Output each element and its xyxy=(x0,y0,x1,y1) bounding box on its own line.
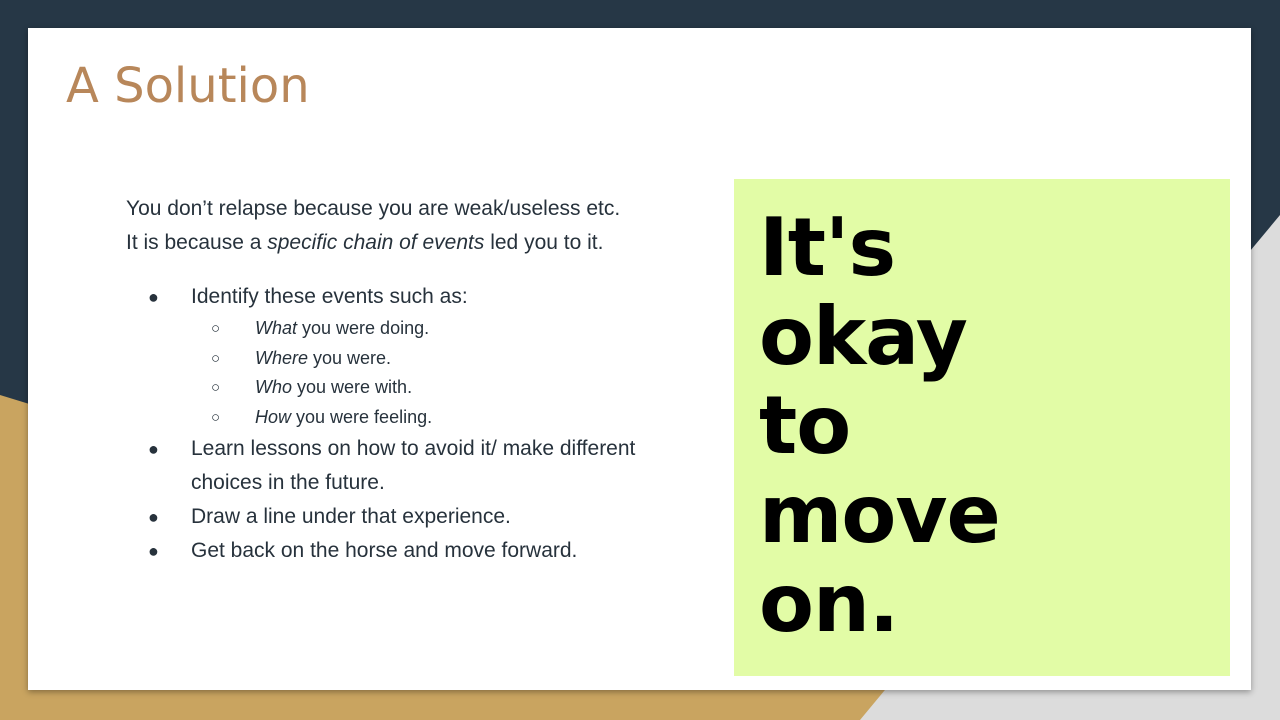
sub-item-text: you were feeling. xyxy=(291,406,433,427)
sticky-line: to xyxy=(759,379,851,472)
sub-list-item xyxy=(126,344,726,374)
sub-item-italic: Who xyxy=(255,377,293,397)
sub-list-item xyxy=(126,314,726,344)
intro-text xyxy=(126,192,726,260)
hollow-bullet-icon: ○ xyxy=(211,408,221,426)
hollow-bullet-icon: ○ xyxy=(211,379,221,396)
sub-list-item xyxy=(126,373,726,403)
sticky-line: It's xyxy=(759,201,896,294)
sub-bullet-list xyxy=(191,314,726,432)
sub-item-text: you were doing. xyxy=(297,318,430,338)
list-item xyxy=(126,280,726,432)
sub-item-italic: Where xyxy=(255,347,309,368)
bullet-icon: ● xyxy=(148,507,159,527)
sticky-line: okay xyxy=(759,290,967,383)
bullet-text: Identify these events such as: xyxy=(191,285,468,308)
sub-item-text: you were. xyxy=(308,347,392,368)
bullet-list xyxy=(126,280,726,568)
slide-body xyxy=(126,192,726,568)
intro-line-1: You don’t relapse because you are weak/useless etc. xyxy=(126,197,621,220)
bullet-text: Get back on the horse and move forward. xyxy=(191,539,578,562)
hollow-bullet-icon: ○ xyxy=(211,320,221,337)
bullet-icon: ● xyxy=(148,439,159,459)
sub-item-text: you were with. xyxy=(292,377,413,397)
list-item xyxy=(126,534,726,568)
sticky-line: move xyxy=(759,468,1000,561)
intro-line-2-italic: specific chain of events xyxy=(267,231,485,254)
intro-line-2 xyxy=(126,226,726,260)
slide-title: A Solution xyxy=(66,58,310,114)
intro-line-2-start: It is because a xyxy=(126,231,268,254)
bullet-icon: ● xyxy=(148,287,159,307)
sub-item-italic: What xyxy=(255,318,298,338)
bullet-text: Draw a line under that experience. xyxy=(191,505,511,528)
hollow-bullet-icon: ○ xyxy=(211,349,221,367)
bullet-text-line-2: choices in the future. xyxy=(191,471,385,494)
sticky-note-text xyxy=(759,203,1000,648)
slide xyxy=(28,28,1251,690)
sub-item-italic: How xyxy=(255,406,292,427)
bullet-text-line-1: Learn lessons on how to avoid it/ make different xyxy=(191,437,636,460)
list-item xyxy=(126,500,726,534)
sticky-note xyxy=(734,179,1230,676)
bullet-icon: ● xyxy=(148,541,159,561)
sticky-line: on. xyxy=(759,557,899,650)
sub-list-item xyxy=(126,403,726,433)
intro-line-2-end: led you to it. xyxy=(484,231,604,254)
list-item xyxy=(126,432,726,500)
